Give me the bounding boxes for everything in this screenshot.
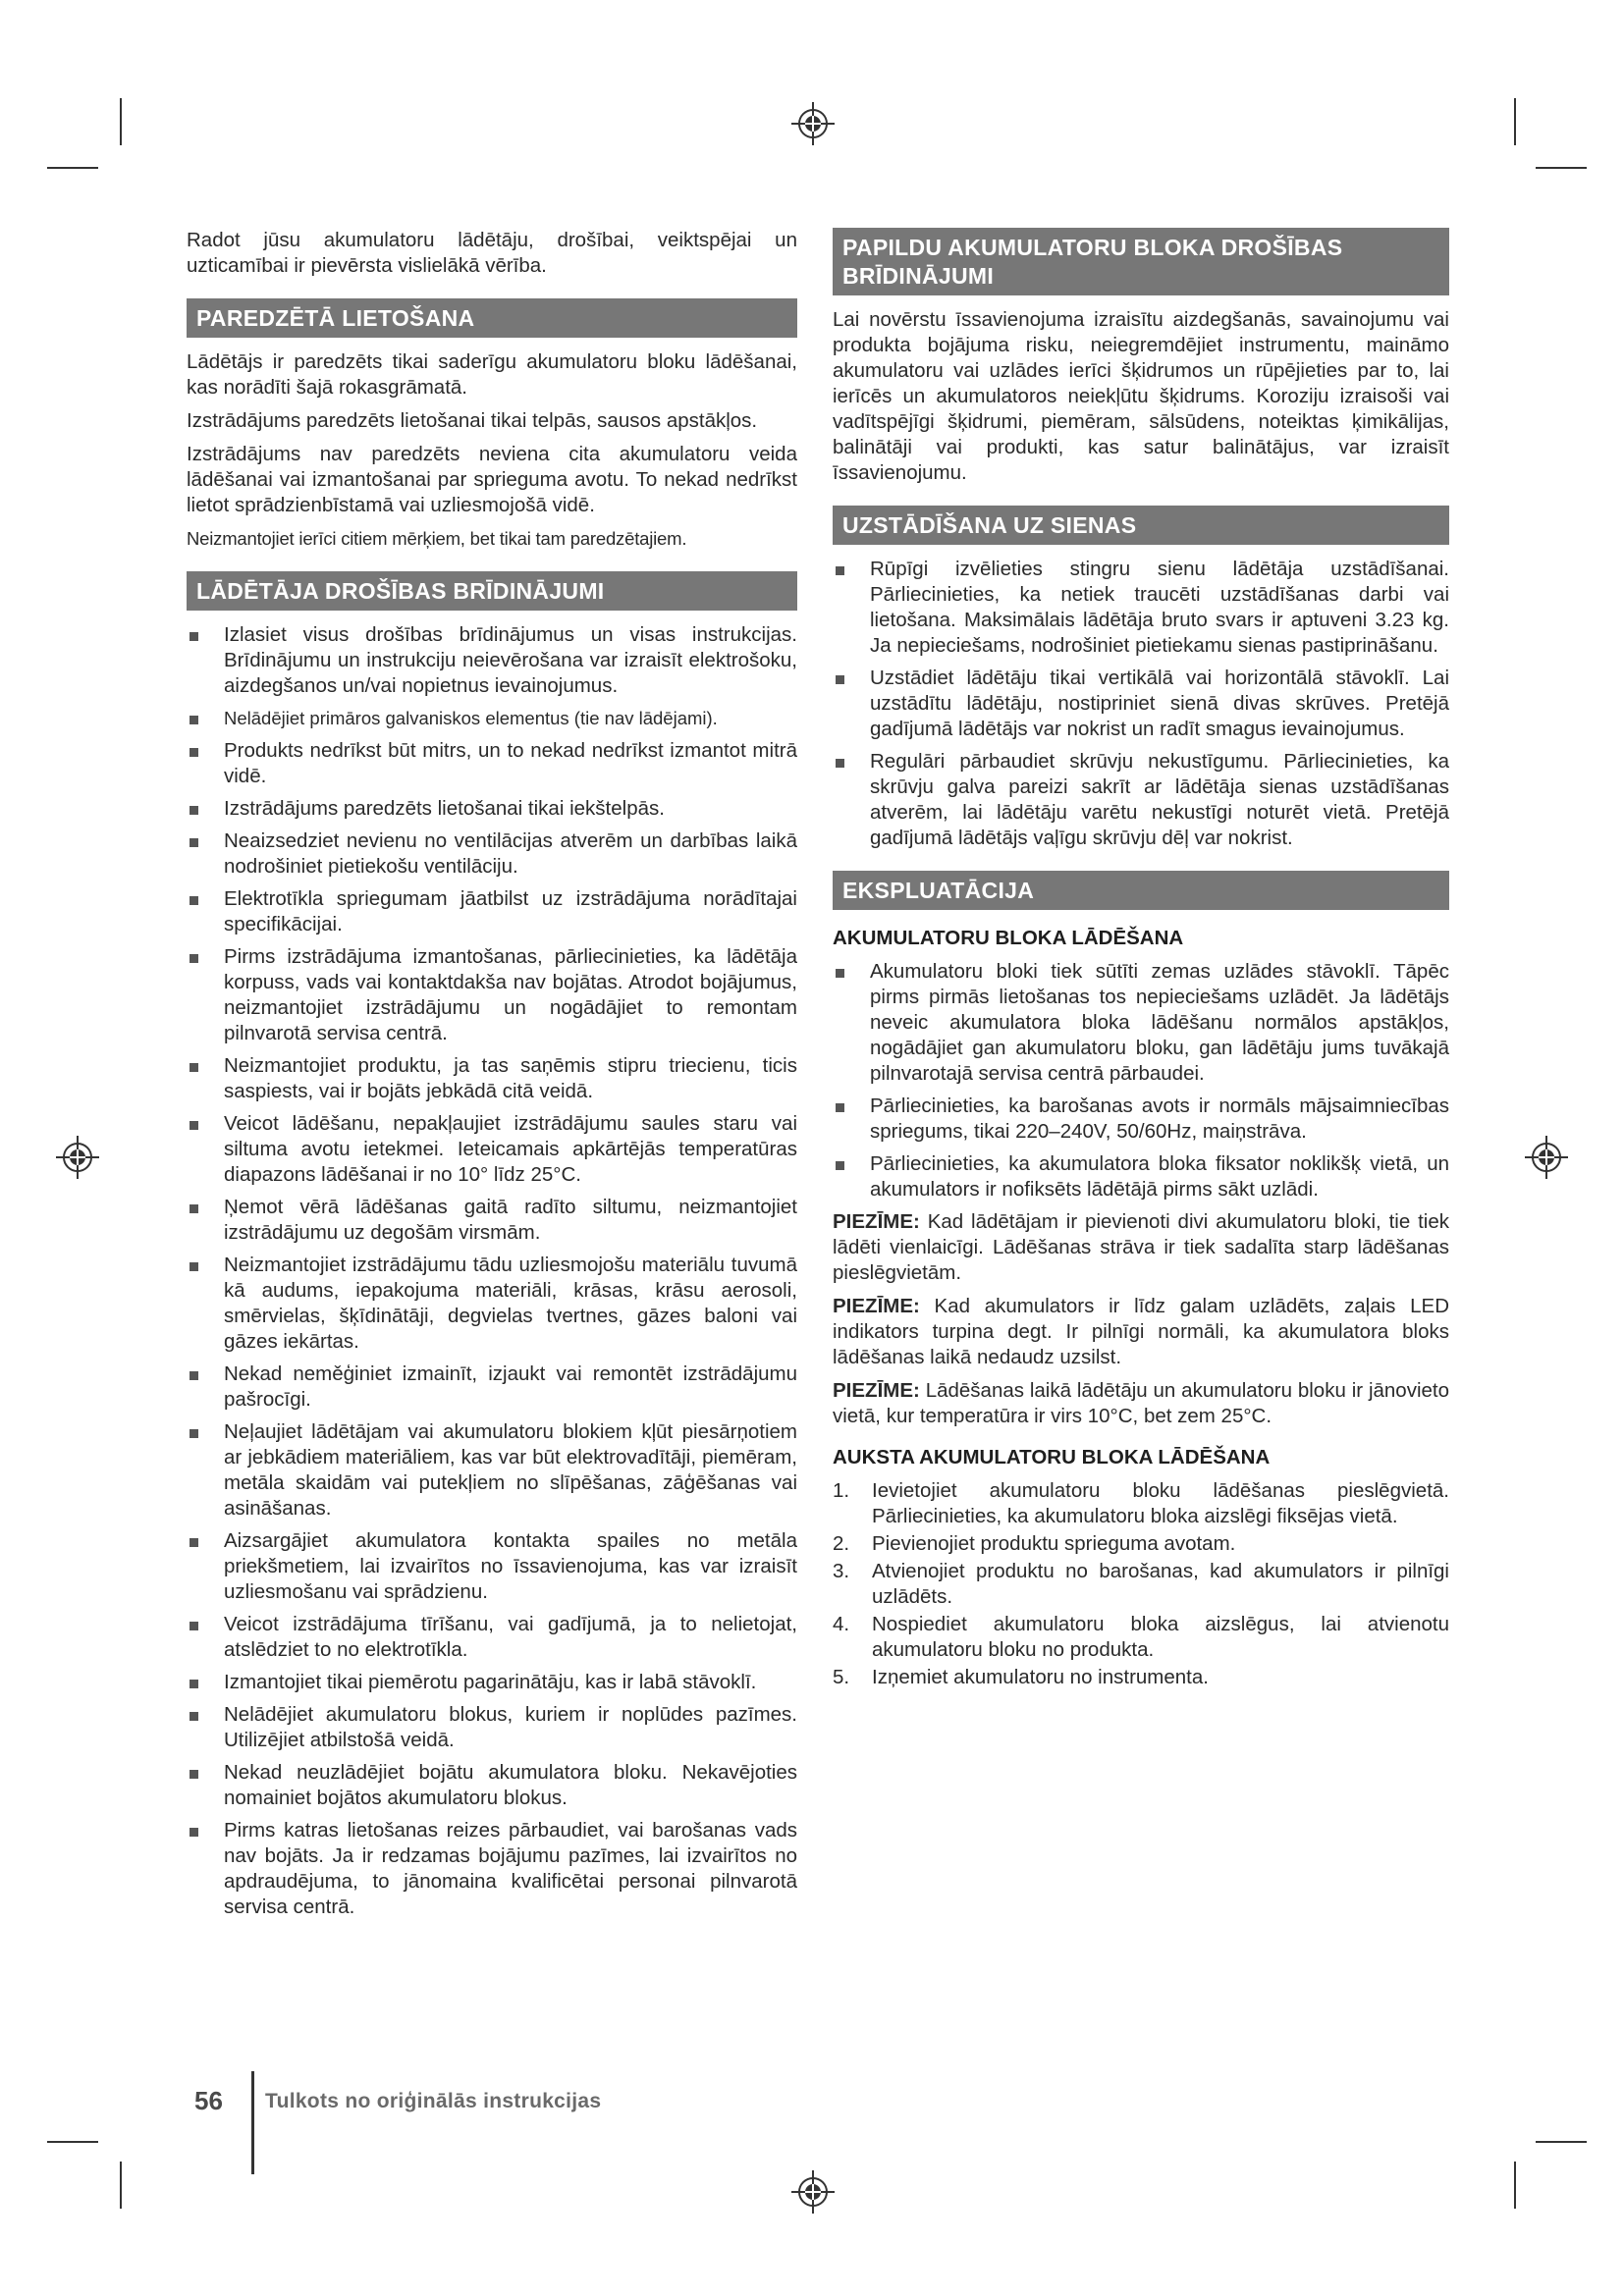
- wall-mount-list: [833, 557, 1449, 851]
- list-item: Neizmantojiet izstrādājumu tādu uzliesmojošu materiālu tuvumā kā audums, iepakojuma materiāli, krāsas, krāsu aerosoli, smērvielas, šķīdinātāji, degvielas tvertnes, gāzes baloni vai gāzes iekārtas.: [187, 1253, 797, 1355]
- list-item: Ņemot vērā lādēšanas gaitā radīto siltumu, neizmantojiet izstrādājumu uz degošām virsmām.: [187, 1195, 797, 1246]
- footer-text: Tulkots no oriģinālās instrukcijas: [265, 2090, 602, 2112]
- list-item: Produkts nedrīkst būt mitrs, un to nekad nedrīkst izmantot mitrā vidē.: [187, 738, 797, 789]
- crop-mark: [120, 98, 122, 145]
- bullet-icon: [836, 969, 844, 978]
- bullet-icon: [189, 1538, 198, 1547]
- crop-mark: [47, 2141, 98, 2143]
- list-item: 3. Atvienojiet produktu no barošanas, kad akumulators ir pilnīgi uzlādēts.: [833, 1560, 1449, 1608]
- bullet-icon: [189, 632, 198, 641]
- crop-mark: [1514, 98, 1516, 145]
- note-paragraph: PIEZĪME: Lādēšanas laikā lādētāju un akumulatoru bloku ir jānovieto vietā, kur temperatūra ir virs 10°C, bet zem 25°C.: [833, 1379, 1449, 1427]
- list-item: Neizmantojiet produktu, ja tas saņēmis stipru triecienu, ticis saspiests, vai ir bojāts jebkādā citā veidā.: [187, 1053, 797, 1104]
- bullet-icon: [836, 759, 844, 768]
- bullet-icon: [189, 1121, 198, 1130]
- cold-charging-steps: [833, 1478, 1449, 1690]
- subheading-cold-charging: AUKSTA AKUMULATORU BLOKA LĀDĒŠANA: [833, 1446, 1271, 1468]
- bullet-icon: [189, 838, 198, 847]
- list-item: Pārliecinieties, ka barošanas avots ir normāls mājsaimniecības spriegums, tikai 220–240V, 50/60Hz, maiņstrāva.: [833, 1094, 1449, 1145]
- list-item: Neļaujiet lādētājam vai akumulatoru blokiem kļūt piesārņotiem ar jebkādiem materiāliem, kas var būt elektrovadītāji, piemēram, metāla skaidām vai putekļiem no slīpēšanas, zāģēšanas vai asināšanas.: [187, 1419, 797, 1522]
- paragraph: Neizmantojiet ierīci citiem mērķiem, bet tikai tam paredzētajiem.: [187, 528, 687, 549]
- note-paragraph: PIEZĪME: Kad akumulators ir līdz galam uzlādēts, zaļais LED indikators turpina degt. Ir pilnīgi normāli, ka akumulatora bloks lādēšanas laikā nedaudz uzsilst.: [833, 1295, 1449, 1368]
- list-item: Nelādējiet akumulatoru blokus, kuriem ir noplūdes pazīmes. Utilizējiet atbilstošā veidā.: [187, 1702, 797, 1753]
- crop-mark: [120, 2162, 122, 2209]
- list-item: Elektrotīkla spriegumam jāatbilst uz izstrādājuma norādītajai specifikācijai.: [187, 886, 797, 937]
- list-item: Pirms katras lietošanas reizes pārbaudiet, vai barošanas vads nav bojāts. Ja ir redzamas bojājumu pazīmes, lai izvairītos no apdraudējuma, to jānomaina kvalificētai personai pilnvarotā servisa centrā.: [187, 1818, 797, 1920]
- list-item: Nekad neuzlādējiet bojātu akumulatora bloku. Nekavējoties nomainiet bojātos akumulatoru blokus.: [187, 1760, 797, 1811]
- list-item: Nelādējiet primāros galvaniskos elementus (tie nav lādējami).: [187, 706, 797, 731]
- section-header-charger-safety: LĀDĒTĀJA DROŠĪBAS BRĪDINĀJUMI: [187, 571, 797, 611]
- list-item: Nekad neměģiniet izmainīt, izjaukt vai remontēt izstrādājumu pašrocīgi.: [187, 1362, 797, 1413]
- bullet-icon: [836, 675, 844, 684]
- note-paragraph: PIEZĪME: Kad lādētājam ir pievienoti divi akumulatoru bloki, tie tiek lādēti vienlaicīgi. Lādēšanas strāva ir tiek sadalīta starp lādēšanas pieslēgvietām.: [833, 1210, 1449, 1284]
- registration-mark-icon: [55, 1135, 100, 1180]
- intro-paragraph: Radot jūsu akumulatoru lādētāju, drošībai, veiktspējai un uzticamībai ir pievērsta vislielākā vērība.: [187, 229, 797, 277]
- list-item: 4. Nospiediet akumulatoru bloka aizslēgus, lai atvienotu akumulatoru bloku no produkta.: [833, 1613, 1449, 1661]
- charging-list: [833, 959, 1449, 1202]
- list-item: Uzstādiet lādētāju tikai vertikālā vai horizontālā stāvoklī. Lai uzstādītu lādētāju, nostipriniet sienā divas skrūves. Pretējā gadījumā lādētājs var nokrist un radīt smagus ievainojumus.: [833, 666, 1449, 742]
- bullet-icon: [189, 1622, 198, 1630]
- bullet-icon: [836, 566, 844, 575]
- list-item: Pārliecinieties, ka akumulatora bloka fiksator noklikšķ vietā, un akumulators ir nofiksēts lādētājā pirms sākt uzlādi.: [833, 1151, 1449, 1202]
- paragraph: Izstrādājums nav paredzēts neviena cita akumulatoru veida lādēšanai vai izmantošanai par sprieguma avotu. To nekad nedrīkst lietot sprādzienbīstamā vai uzliesmojošā vidē.: [187, 443, 797, 516]
- footer-divider: [251, 2071, 254, 2174]
- list-item: Rūpīgi izvēlieties stingru sienu lādētāja uzstādīšanai. Pārliecinieties, ka netiek traucēti uzstādīšanas darbi vai lietošana. Maksimālais lādētāja bruto svars ir aptuveni 3.23 kg. Ja nepieciešams, nodrošiniet pietiekamu sienas pastiprināšanu.: [833, 557, 1449, 659]
- page-number: 56: [194, 2086, 223, 2115]
- list-item: 5. Izņemiet akumulatoru no instrumenta.: [833, 1666, 1209, 1688]
- list-item: Regulāri pārbaudiet skrūvju nekustīgumu. Pārliecinieties, ka skrūvju galva pareizi sakrīt ar lādētāja sienas uzstādīšanas atverēm, lai lādētāju varētu nekustīgi noturēt vietā. Pretējā gadījumā lādētājs vaļīgu skrūvju dēļ var nokrist.: [833, 749, 1449, 851]
- list-item: Veicot lādēšanu, nepakļaujiet izstrādājumu saules staru vai siltuma avotu ietekmei. Ieteicamais apkārtējās temperatūras diapazons lādēšanai ir no 10° līdz 25°C.: [187, 1111, 797, 1188]
- charger-safety-list: [187, 622, 797, 1920]
- bullet-icon: [189, 954, 198, 963]
- bullet-icon: [836, 1161, 844, 1170]
- paragraph: Lādētājs ir paredzēts tikai saderīgu akumulatoru bloku lādēšanai, kas norādīti šajā rokasgrāmatā.: [187, 350, 797, 399]
- paragraph: Lai novērstu īssavienojuma izraisītu aizdegšanās, savainojumu vai produkta bojājuma risku, neiegremdējiet instrumentu, maināmo akumulatoru vai uzlādes ierīci šķidrumos un rūpējieties par to, lai ierīcēs un akumulatoros neiekļūtu šķidrums. Koroziju izraisoši vai vadītspējīgi šķidrumi, piemēram, sālsūdens, noteiktas ķimikālijas, balinātāji vai produkti, kas satur balinātājus, var izraisīt īssavienojumu.: [833, 308, 1449, 484]
- bullet-icon: [189, 896, 198, 905]
- subheading-charging: AKUMULATORU BLOKA LĀDĒŠANA: [833, 927, 1184, 949]
- list-item: Neaizsedziet nevienu no ventilācijas atverēm un darbības laikā nodrošiniet pietiekošu ventilāciju.: [187, 828, 797, 880]
- bullet-icon: [189, 806, 198, 815]
- list-item: 1. Ievietojiet akumulatoru bloku lādēšanas pieslēgvietā. Pārliecinieties, ka akumulatoru bloka aizslēgi fiksējas vietā.: [833, 1479, 1449, 1527]
- list-item: 2. Pievienojiet produktu sprieguma avotam.: [833, 1532, 1236, 1555]
- bullet-icon: [189, 1371, 198, 1380]
- registration-mark-icon: [1524, 1135, 1569, 1180]
- bullet-icon: [189, 1063, 198, 1072]
- left-column: [187, 228, 797, 1927]
- list-item: Veicot izstrādājuma tīrīšanu, vai gadījumā, ja to nelietojat, atslēdziet to no elektrotīkla.: [187, 1612, 797, 1663]
- registration-mark-icon: [790, 2169, 836, 2215]
- bullet-icon: [189, 1429, 198, 1438]
- bullet-icon: [189, 1262, 198, 1271]
- list-item: Izmantojiet tikai piemērotu pagarinātāju, kas ir labā stāvoklī.: [187, 1670, 797, 1695]
- bullet-icon: [189, 1712, 198, 1721]
- list-item: Akumulatoru bloki tiek sūtīti zemas uzlādes stāvoklī. Tāpēc pirms pirmās lietošanas tos nepieciešams uzlādēt. Ja lādētājs neveic akumulatora bloka lādēšanu normālos apstākļos, nogādājiet gan akumulatoru bloku, gan lādētāju jums tuvākajā pilnvarotajā servisa centrā pārbaudei.: [833, 959, 1449, 1087]
- crop-mark: [1536, 2141, 1587, 2143]
- list-item: Izlasiet visus drošības brīdinājumus un visas instrukcijas. Brīdinājumu un instrukciju neievērošana var izraisīt elektrošoku, aizdegšanos un/vai nopietnus ievainojumus.: [187, 622, 797, 699]
- bullet-icon: [836, 1103, 844, 1112]
- registration-mark-icon: [790, 101, 836, 146]
- section-header-intended-use: PAREDZĒTĀ LIETOŠANA: [187, 298, 797, 338]
- section-header-battery-safety: PAPILDU AKUMULATORU BLOKA DROŠĪBAS BRĪDINĀJUMI: [833, 228, 1449, 295]
- bullet-icon: [189, 1204, 198, 1213]
- crop-mark: [47, 167, 98, 169]
- bullet-icon: [189, 1680, 198, 1688]
- paragraph: Izstrādājums paredzēts lietošanai tikai telpās, sausos apstākļos.: [187, 409, 758, 432]
- list-item: Izstrādājums paredzēts lietošanai tikai iekštelpās.: [187, 796, 797, 822]
- right-column: [833, 228, 1449, 1692]
- section-header-operation: EKSPLUATĀCIJA: [833, 871, 1449, 910]
- list-item: Aizsargājiet akumulatora kontakta spailes no metāla priekšmetiem, lai izvairītos no īssavienojuma, kas var izraisīt uzliesmošanu vai sprādzienu.: [187, 1528, 797, 1605]
- bullet-icon: [189, 1770, 198, 1779]
- list-item: Pirms izstrādājuma izmantošanas, pārliecinieties, ka lādētāja korpuss, vads vai kontaktdakša nav bojātas. Atrodot bojājumus, neizmantojiet izstrādājumu un nogādājiet to remontam pilnvarotā servisa centrā.: [187, 944, 797, 1046]
- bullet-icon: [189, 716, 198, 724]
- bullet-icon: [189, 748, 198, 757]
- section-header-wall-mount: UZSTĀDĪŠANA UZ SIENAS: [833, 506, 1449, 545]
- crop-mark: [1514, 2162, 1516, 2209]
- bullet-icon: [189, 1828, 198, 1837]
- crop-mark: [1536, 167, 1587, 169]
